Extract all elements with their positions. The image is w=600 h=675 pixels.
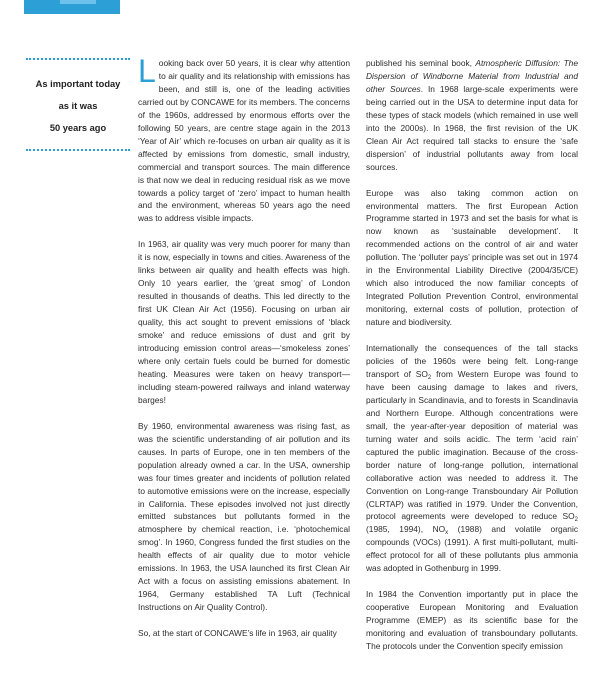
paragraph-8: In 1984 the Convention importantly put in place the cooperative European Monitoring and Evaluation Programme (EMEP) as its scientific base for the monitoring and evaluation of transboundary pollutants. The protocols under the Convention specify emission <box>366 589 578 652</box>
header-tab-highlight <box>60 0 96 4</box>
text-column-right <box>366 57 578 666</box>
subscript-so2-a: 2 <box>427 374 432 381</box>
paragraph-3: By 1960, environmental awareness was rising fast, as was the scientific understanding of air pollution and its causes. In parts of Europe, one in ten members of the population already owned a car. In the USA, ownership was four times greater and incidents of pollution related to automotive emissions were on the increase, especially in California. These episodes involved not just directly emitted substances but pollutants formed in the atmosphere by chemical reaction, i.e. ‘photochemical smog’. In 1960, Congress funded the first studies on the health effects of air quality due to motor vehicle emissions. In 1963, the USA launched its first Clean Air Act with a focus on assisting emissions abatement. In 1964, Germany established TA Luft (Technical Instructions on Air Quality Control). <box>138 420 350 613</box>
paragraph-7-text-b: from Western Europe was found to have been causing damage to lakes and rivers, particularly in Scandinavia, and to forests in Scandinavia and Northern Europe. Although concentrations were small, the year-after-year deposition of material was turning water and soils acidic. The term ‘acid rain’ captured the public imagination. Because of the cross-border nature of long-range pollution, international collaborative action was needed to address it. The Convention on Long-range Transboundary Air Pollution (CLRTAP) was ratified in 1979. Under the Convention, protocol agreements were developed to reduce SO <box>366 368 578 522</box>
paragraph-1 <box>138 53 350 225</box>
book-title: Atmospheric Diffusion: The Dispersion of Windborne Material from Industrial and other Sources <box>366 58 578 94</box>
paragraph-5 <box>366 57 578 174</box>
paragraph-4: So, at the start of CONCAWE’s life in 1963, air quality <box>138 628 337 639</box>
paragraph-7-text-a: Internationally the consequences of the tall stacks policies of the 1960s were being felt. Long-range transport of SO <box>366 343 578 379</box>
paragraph-7-text-d: (1988) and volatile organic compounds (VOCs) (1991). A first multi-pollutant, multi-effect protocol for all of these pollutants plus ammonia was adopted in Gothenburg in 1999. <box>366 524 579 574</box>
paragraph-6: Europe was also taking common action on environmental matters. The first European Action Programme started in 1973 and set the basis for what is now known as ‘sustainable development’. It recommended actions on the control of air and water pollution. The ‘polluter pays’ principle was set out in 1974 in the Environmental Liability Directive (2004/35/CE) which also introduced the now familiar concepts of Integrated Pollution Prevention Control, environmental monitoring, external costs of pollution, protection of nature and biodiversity. <box>366 187 578 328</box>
paragraph-5-text-a: published his seminal book, <box>366 58 476 68</box>
subscript-so2-b: 2 <box>574 517 578 524</box>
paragraph-1-text: ooking back over 50 years, it is clear why attention to air quality and its relationship with emissions has been, and still is, one of the leading activities carried out by CONCAWE for its members. The concerns of the 1960s, addressed by enormous efforts over the following 50 years, are centre stage again in the 2013 ‘Year of Air’ which re-focuses on urban air quality as it is affected by emissions from domestic, small industry, commercial and transport sources. The main difference is that now we deal in reducing residual risk as we move towards a policy target of ‘zero’ impact to human health and the environment, whereas 50 years ago the need was to address visible impacts. <box>138 58 350 224</box>
paragraph-7-text-c: (1985, 1994), NO <box>366 524 446 535</box>
drop-cap: L <box>138 53 156 89</box>
pull-quote-line-3: 50 years ago <box>49 123 107 133</box>
paragraph-7 <box>366 342 578 575</box>
paragraph-5-text-b: . In 1968 large-scale experiments were being carried out in the USA to determine input data for these types of stack models (which remained in use well into the 2000s). In 1968, the first revision of the UK Clean Air Act required tall stacks to ensure the ‘safe dispersion’ of industrial pollutants away from local sources. <box>366 83 578 172</box>
text-column-left <box>138 53 350 653</box>
header-color-tab <box>24 0 120 14</box>
pull-quote-top-rule <box>26 58 130 61</box>
pull-quote <box>26 58 130 152</box>
paragraph-2: In 1963, air quality was very much poorer for many than it is now, especially in towns and cities. Awareness of the links between air quality and health effects was high. Only 10 years earlier, the ‘great smog’ of London resulted in thousands of deaths. This led directly to the first UK Clean Air Act (1956). Focusing on urban air quality, this act sought to prevent emissions of ‘black smoke’ and reduce emissions of dust and grit by introducing emission control areas—‘smokeless zones’ where only certain fuels could be burned for domestic heating. Measures were taken on heavy transport—including steam-powered railways and inland waterway barges! <box>138 239 350 405</box>
pull-quote-line-1: As important today <box>35 79 121 89</box>
subscript-nox: x <box>445 530 449 537</box>
top-header-band <box>0 0 600 14</box>
pull-quote-bottom-rule <box>26 149 130 152</box>
pull-quote-line-2: as it was <box>58 101 98 111</box>
